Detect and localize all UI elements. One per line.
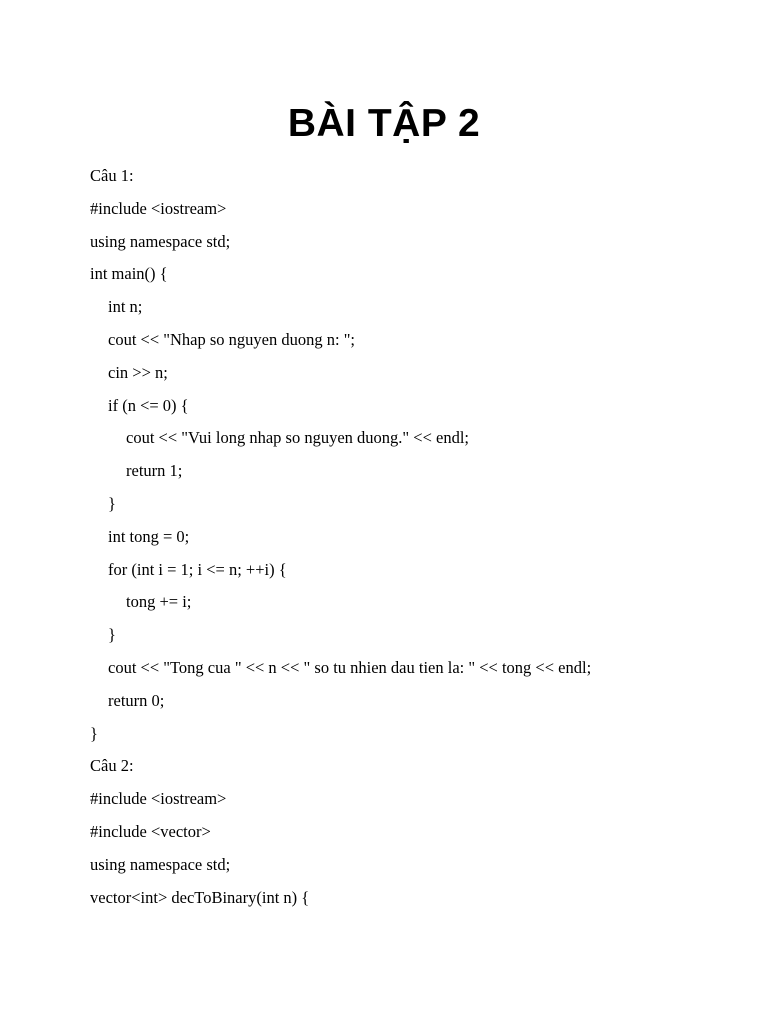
- code-line: cout << "Tong cua " << n << " so tu nhien dau tien la: " << tong << endl;: [108, 657, 592, 677]
- code-line: return 0;: [108, 690, 165, 710]
- section-heading: Câu 1:: [90, 166, 134, 185]
- code-listing: [90, 160, 730, 914]
- code-line: cin >> n;: [108, 362, 168, 382]
- page-title: BÀI TẬP 2: [287, 102, 481, 145]
- code-line: #include <iostream>: [90, 789, 227, 809]
- code-line: cout << "Vui long nhap so nguyen duong." << endl;: [126, 428, 470, 448]
- code-line: return 1;: [126, 461, 183, 481]
- section-heading: Câu 2:: [90, 756, 134, 776]
- code-line: int n;: [108, 297, 143, 317]
- code-line: using namespace std;: [90, 854, 231, 874]
- code-line: int main() {: [90, 264, 168, 284]
- code-line: #include <vector>: [90, 821, 211, 841]
- code-line: }: [108, 625, 116, 645]
- code-line: }: [90, 723, 98, 743]
- code-line: for (int i = 1; i <= n; ++i) {: [108, 559, 287, 579]
- code-line: using namespace std;: [90, 231, 231, 251]
- code-line: tong += i;: [126, 592, 192, 612]
- code-line: cout << "Nhap so nguyen duong n: ";: [108, 329, 356, 349]
- code-line: if (n <= 0) {: [108, 395, 189, 415]
- code-line: #include <iostream>: [90, 198, 227, 218]
- code-line: }: [108, 493, 116, 513]
- code-line: vector<int> decToBinary(int n) {: [90, 887, 310, 907]
- code-line: int tong = 0;: [108, 526, 190, 546]
